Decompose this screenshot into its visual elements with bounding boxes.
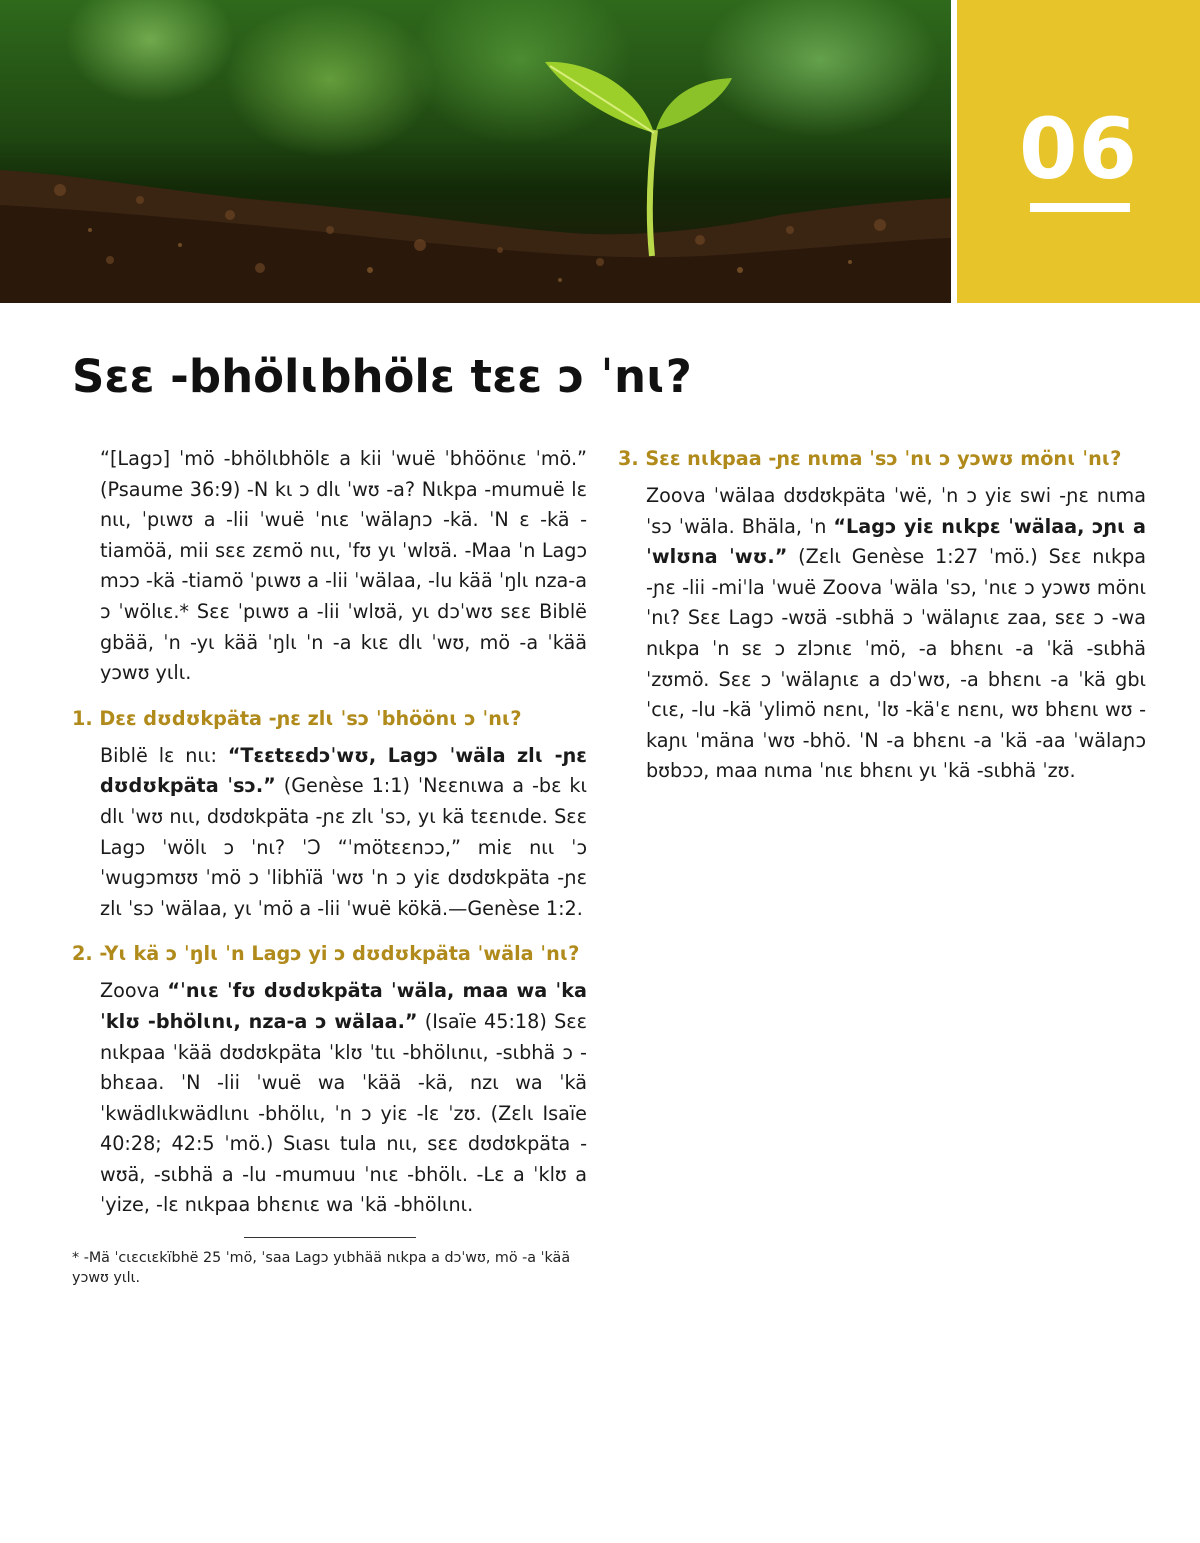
- lesson-badge: [957, 0, 1200, 303]
- section-3-heading: 3. Sɛɛ nɩkpaa -ɲɛ nɩma ˈsɔ ˈnɩ ɔ yɔwʊ mönɩ ˈnɩ?: [618, 447, 1122, 470]
- hero-image-seedling: [0, 0, 951, 303]
- section-2-heading: 2. -Yɩ kä ɔ ˈŋlɩ ˈn Lagɔ yi ɔ dʊdʊkpäta ˈwäla ˈnɩ?: [72, 942, 580, 966]
- section-1-body: [72, 741, 587, 925]
- section-2-text-after: (Isaïe 45:18) Sɛɛ nɩkpaa ˈkää dʊdʊkpäta ˈklʊ ˈtɩɩ -bhölɩnɩɩ, -sɩbhä ɔ -bhɛaa. ˈN -lii ˈwuë wa ˈkää -kä, nzɩ wa ˈkä ˈkwädlɩkwädlɩnɩ -bhölɩɩ, ˈn ɔ yiɛ -lɛ ˈzʊ. (Zɛlɩ Isaïe 40:28; 42:5 ˈmö.) Sɩasɩ tula nɩɩ, sɛɛ dʊdʊkpäta -wʊä, -sɩbhä a -lu -mumuu ˈnɩɛ -bhölɩ. -Lɛ a ˈklʊ a ˈyize, -lɛ nɩkpaa bhɛnɩɛ wa ˈkä -bhölɩnɩ.: [100, 1009, 588, 1217]
- section-1-text-after: (Genèse 1:1) ˈNɛɛnɩwa a -bɛ kɩ dlɩ ˈwʊ nɩɩ, dʊdʊkpäta -ɲɛ zlɩ ˈsɔ, yɩ kä tɛɛnɩde. Sɛɛ Lagɔ ˈwölɩ ɔ ˈnɩ? ˈƆ “ˈmötɛɛnɔɔ,” miɛ nɩɩ ˈɔ ˈwugɔmʊʊ ˈmö ɔ ˈlibhïä ˈwʊ ˈn ɔ yiɛ dʊdʊkpäta -ɲɛ zlɩ ˈsɔ ˈwälaa, yɩ ˈmö a -lii ˈwuë kökä.—Genèse 1:2.: [100, 774, 587, 920]
- section-2-scripture: “ˈnɩɛ ˈfʊ dʊdʊkpäta ˈwäla, maa wa ˈka ˈklʊ -bhölɩnɩ, nza-a ɔ wälaa.”: [100, 979, 587, 1033]
- footnote-divider: [244, 1237, 416, 1238]
- seedling-illustration: [0, 0, 951, 303]
- page-title: Sɛɛ -bhölɩbhölɛ tɛɛ ɔ ˈnɩ?: [72, 350, 692, 403]
- section-2-body: [72, 976, 587, 1221]
- section-3-text-before: Zoova ˈwälaa dʊdʊkpäta ˈwë, ˈn ɔ yiɛ swi -ɲɛ nɩma ˈsɔ ˈwäla. Bhäla, ˈn: [646, 484, 1146, 538]
- intro-paragraph: [72, 444, 587, 689]
- left-column: [72, 444, 587, 1289]
- section-1-scripture: “Tɛɛtɛɛdɔˈwʊ, Lagɔ ˈwäla zlɩ -ɲɛ dʊdʊkpäta ˈsɔ.”: [100, 743, 587, 798]
- footnote: * -Mä ˈcɩɛcɩɛkïbhë 25 ˈmö, ˈsaa Lagɔ yɩbhää nɩkpa a dɔˈwʊ, mö -a ˈkää yɔwʊ yɩlɩ.: [72, 1249, 571, 1287]
- intro-quote: “[Lagɔ] ˈmö -bhölɩbhölɛ a kii ˈwuë ˈbhöönɩɛ ˈmö.”: [100, 447, 587, 470]
- section-3-body: [618, 481, 1146, 787]
- section-3-text-after: (Zɛlɩ Genèse 1:27 ˈmö.) Sɛɛ nɩkpa -ɲɛ -lii -miˈla ˈwuë Zoova ˈwäla ˈsɔ, ˈnɩɛ ɔ yɔwʊ mönɩ ˈnɩ? Sɛɛ Lagɔ -wʊä -sɩbhä ɔ ˈwälaɲɩɛ zaa, sɛɛ ɔ -wa nɩkpa ˈn sɛ ɔ zlɔnɩɛ ˈmö, -a bhɛnɩ -a ˈkä -sɩbhä ˈzʊmö. Sɛɛ ɔ ˈwälaɲɩɛ a dɔˈwʊ, -a bhɛnɩ -a ˈkä gbɩ ˈcɩɛ, -lu -kä ˈylimö nɛnɩ, ˈlʊ -käˈɛ nɛnɩ, wʊ bhɛnɩ wʊ -kaɲɩ ˈmäna ˈwʊ -bhö. ˈN -a bhɛnɩ -a ˈkä -aa ˈwälaɲɔ bʊbɔɔ, maa nɩma ˈnɩɛ bhɛnɩ yɩ ˈkä -sɩbhä ˈzʊ.: [646, 545, 1147, 783]
- section-2-text-before: Zoova: [100, 979, 168, 1003]
- section-3-scripture: “Lagɔ yiɛ nɩkpɛ ˈwälaa, ɔɲɩ a ˈwlʊna ˈwʊ.”: [646, 514, 1146, 569]
- section-1-heading: 1. Dɛɛ dʊdʊkpäta -ɲɛ zlɩ ˈsɔ ˈbhöönɩ ɔ ˈnɩ?: [72, 706, 522, 730]
- lesson-number: 06: [1019, 100, 1138, 198]
- section-1-text-before: Biblë lɛ nɩɩ:: [100, 743, 228, 767]
- badge-underline: [1030, 203, 1130, 212]
- intro-text: (Psaume 36:9) -N kɩ ɔ dlɩ ˈwʊ -a? Nɩkpa -mumuë lɛ nɩɩ, ˈpɩwʊ a -lii ˈwuë ˈnɩɛ ˈwälaɲɔ -kä. ˈN ɛ -kä -tiamöä, mii sɛɛ zɛmö nɩɩ, ˈfʊ yɩ ˈwlʊä. -Maa ˈn Lagɔ mɔɔ -kä -tiamö ˈpɩwʊ a -lii ˈwälaa, -lu kää ˈŋlɩ nza-a ɔ ˈwölɩɛ.* Sɛɛ ˈpɩwʊ a -lii ˈwlʊä, yɩ dɔˈwʊ sɛɛ Biblë gbää, ˈn -yɩ kää ˈŋlɩ ˈn -a kɩɛ dlɩ ˈwʊ, mö -a ˈkää yɔwʊ yɩlɩ.: [100, 477, 587, 685]
- right-column: [618, 444, 1146, 787]
